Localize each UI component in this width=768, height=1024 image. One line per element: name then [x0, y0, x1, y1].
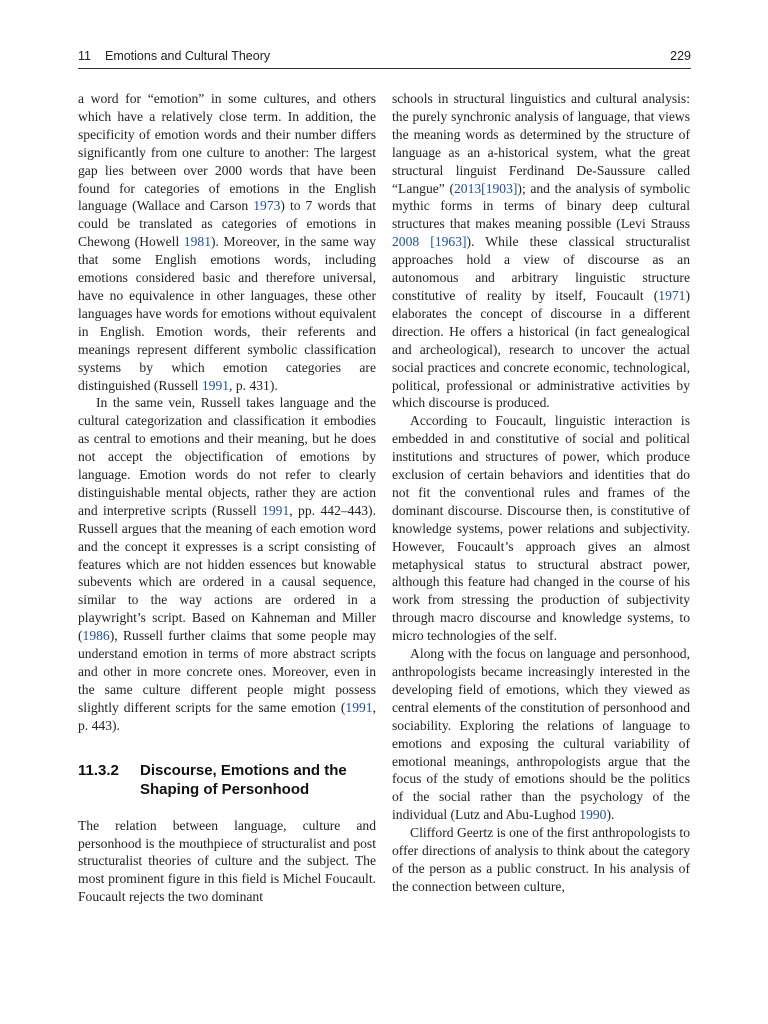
text-run: , p. 431). [229, 377, 278, 393]
chapter-title: Emotions and Cultural Theory [104, 49, 271, 63]
paragraph: The relation between language, culture and personhood is the mouthpiece of structuralist and post structuralist theories of culture and the subject. The most prominent figure in this field is Michel Foucault. Foucault rejects the two dominant [78, 817, 376, 905]
paragraph: According to Foucault, linguistic interaction is embedded in and constitutive of social and political institutions and structures of power, which produce exclusion of certain behaviors and identities that do not fit the conventional rules and frames of the dominant discourse. Discourse then, is constitutive of knowledge systems, power relations and subjectivity. However, Foucault’s approach gives an almost metaphysical status to structural abstract power, although this feature had changed in the course of his work from stressing the production of subjectivity through macro discourse and knowledge systems, to micro technologies of the self. [392, 413, 690, 644]
text-run: ). While these classical structuralist approaches hold a view of discourse as an autonomous and arbitrary linguistic structure constitutive of reality by itself, Foucault ( [392, 234, 690, 303]
text-run: Along with the focus on language and personhood, anthropologists became increasingly interested in the developing field of emotions, which they viewed as central elements of the constitution of personhood and sociability. Exploring the relations of language to emotions and exposing the cultural variability of emotional meanings, anthropologists argue that the focus of the study of emotions should be the politics of the social rather than the psychology of the individual (Lutz and Abu-Lughod [392, 646, 690, 823]
text-run: , p. 443). [78, 699, 376, 733]
paragraph [78, 394, 376, 734]
text-run: schools in structural linguistics and cultural analysis: the purely synchronic analysis of language, that views the meaning words as determined by the structure of language as an a-historical system, what the great structural linguist Ferdinand De-Saussure called “Langue” ( [392, 91, 690, 196]
text-run: , pp. 442–443). Russell argues that the meaning of each emotion word and the concept it expresses is a script consisting of features which are not hidden essences but knowable subevents which are ordered in a causal sequence, similar to the way actions are ordered in a playwright’s script. Based on Kahneman and Miller ( [78, 502, 376, 644]
text-run: ). Moreover, in the same way that some English emotions words, including emotions considered basic and therefore universal, have no equivalence in other languages, these other languages have words for emotions without equivalent in English. Emotion words, their referents and meanings represent different symbolic classification systems by which emotion categories are distinguished (Russell [78, 234, 376, 393]
section-heading [78, 761, 376, 799]
chapter-label [78, 49, 270, 63]
text-run: a word for “emotion” in some cultures, and others which have a relatively close term. In addition, the specificity of emotion words and their number differs significantly from one culture to another: The largest gap lies between over 2000 words that have been found for categories of emotions in the English language (Wallace and Carson [78, 91, 376, 214]
section-title: Discourse, Emotions and the Shaping of Personhood [140, 761, 347, 798]
citation-link[interactable]: 1990 [579, 807, 607, 823]
text-run: ) elaborates the concept of discourse in a different direction. He offers a historical (in fact genealogical and archeological), research to uncover the actual social practices and concrete economic, technological, political, professional or administrative activities by which discourse is produced. [392, 287, 690, 411]
citation-link[interactable]: 1991 [262, 502, 290, 518]
running-head [78, 48, 691, 69]
left-column [78, 90, 376, 906]
citation-link[interactable]: 1971 [658, 287, 686, 303]
paragraph: Clifford Geertz is one of the first anthropologists to offer directions of analysis to think about the category of the person as a public construct. In his analysis of the connection between culture, [392, 825, 690, 894]
paragraph [392, 645, 690, 824]
citation-link[interactable]: 2013[1903] [453, 180, 518, 196]
text-run: ), Russell further claims that some people may understand emotion in terms of more abstract scripts and other in more concrete ones. Moreover, even in the same culture different people might possess slightly different scripts for the same emotion ( [78, 628, 376, 715]
citation-link[interactable]: 1986 [82, 628, 110, 644]
text-run: In the same vein, Russell takes language and the cultural categorization and classification it embodies as central to emotions and their meaning, but he does not accept the objectification of emotions by language. Emotion words do not refer to clearly distinguishable mental objects, rather they are action and interpretive scripts (Russell [78, 395, 376, 518]
paragraph [392, 90, 690, 412]
page-number: 229 [670, 49, 691, 63]
citation-link[interactable]: 2008 [1963] [392, 234, 467, 250]
text-run: ) to 7 words that could be translated as categories of emotions in Chewong (Howell [78, 198, 376, 250]
text-run: ); and the analysis of symbolic mythic forms in terms of binary deep cultural structures that makes meaning possible (Levi Strauss [392, 180, 690, 232]
section-number: 11.3.2 [78, 761, 119, 779]
citation-link[interactable]: 1991 [201, 377, 230, 393]
paragraph [78, 90, 376, 394]
text-run: ). [606, 807, 615, 823]
citation-link[interactable]: 1991 [345, 699, 373, 715]
chapter-number: 11 [78, 49, 91, 63]
right-column [392, 90, 690, 896]
citation-link[interactable]: 1981 [183, 234, 211, 250]
citation-link[interactable]: 1973 [253, 198, 281, 214]
